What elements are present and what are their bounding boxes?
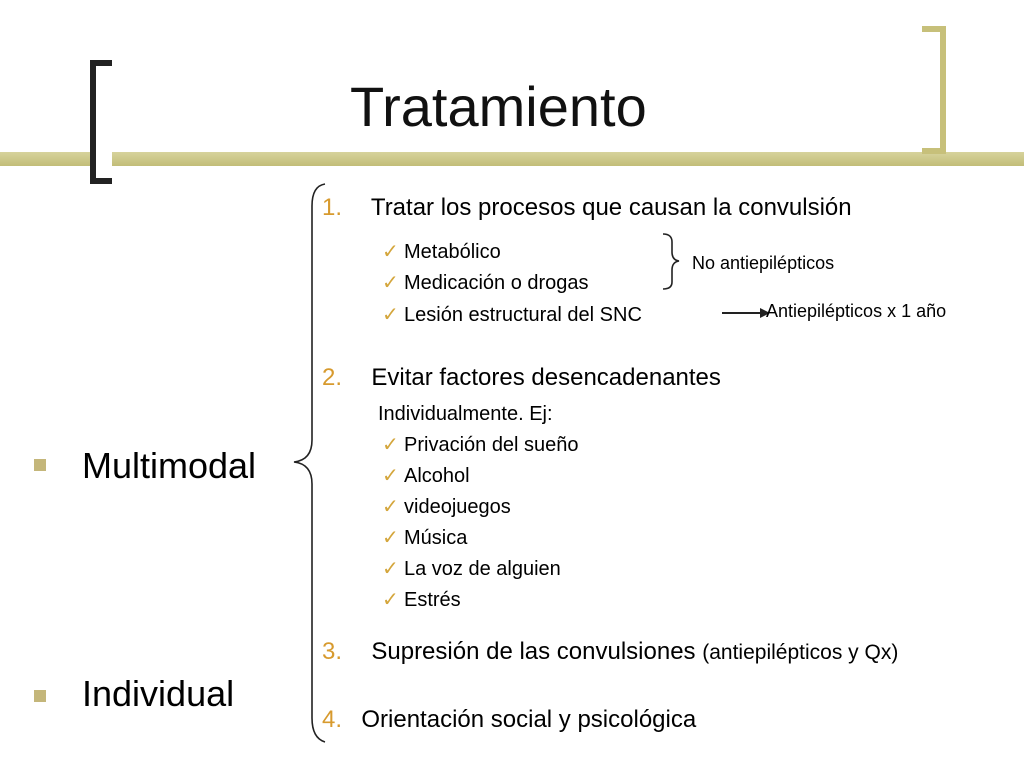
step-2-item: ✓ La voz de alguien xyxy=(382,558,561,580)
small-curly-brace-icon xyxy=(663,234,679,289)
checkmark-icon: ✓ xyxy=(382,558,399,580)
step-4-number: 4. xyxy=(322,706,343,733)
step-3-number: 3. xyxy=(322,638,343,665)
step-1 xyxy=(322,194,852,222)
step-1-number: 1. xyxy=(322,194,343,221)
checkmark-icon: ✓ xyxy=(382,241,399,263)
step-1-item: ✓ Metabólico xyxy=(382,241,501,263)
step-2-item: ✓ Estrés xyxy=(382,589,461,611)
step-2-item: ✓ Alcohol xyxy=(382,465,470,487)
step-2-item: ✓ Privación del sueño xyxy=(382,434,579,456)
checkmark-icon: ✓ xyxy=(382,527,399,549)
note-antiepilepticos: Antiepilépticos x 1 año xyxy=(766,301,947,321)
step-2-subheading: Individualmente. Ej: xyxy=(378,403,553,425)
bullet-multimodal: Multimodal xyxy=(82,445,257,486)
step-2-number: 2. xyxy=(322,364,343,391)
checkmark-icon: ✓ xyxy=(382,589,399,611)
step-2 xyxy=(322,364,721,392)
step-1-item: ✓ Lesión estructural del SNC xyxy=(382,304,642,326)
checkmark-icon: ✓ xyxy=(382,465,399,487)
step-4 xyxy=(322,706,696,734)
step-1-item: ✓ Medicación o drogas xyxy=(382,272,589,294)
step-4-text: Orientación social y psicológica xyxy=(361,706,697,733)
step-3-suffix: (antiepilépticos y Qx) xyxy=(702,641,899,664)
step-3 xyxy=(322,638,898,667)
step-1-text: Tratar los procesos que causan la convulsión xyxy=(370,194,852,221)
checkmark-icon: ✓ xyxy=(382,434,399,456)
step-2-item: ✓ Música xyxy=(382,527,468,549)
note-no-antiepilepticos: No antiepilépticos xyxy=(692,253,835,273)
step-2-item: ✓ videojuegos xyxy=(382,496,511,518)
slide-title: Tratamiento xyxy=(350,75,647,138)
checkmark-icon: ✓ xyxy=(382,496,399,518)
bullet-individual: Individual xyxy=(82,673,235,714)
checkmark-icon: ✓ xyxy=(382,272,399,294)
big-curly-brace-icon xyxy=(294,184,325,742)
step-2-text: Evitar factores desencadenantes xyxy=(371,364,721,391)
step-3-text: Supresión de las convulsiones xyxy=(371,638,696,665)
checkmark-icon: ✓ xyxy=(382,304,399,326)
